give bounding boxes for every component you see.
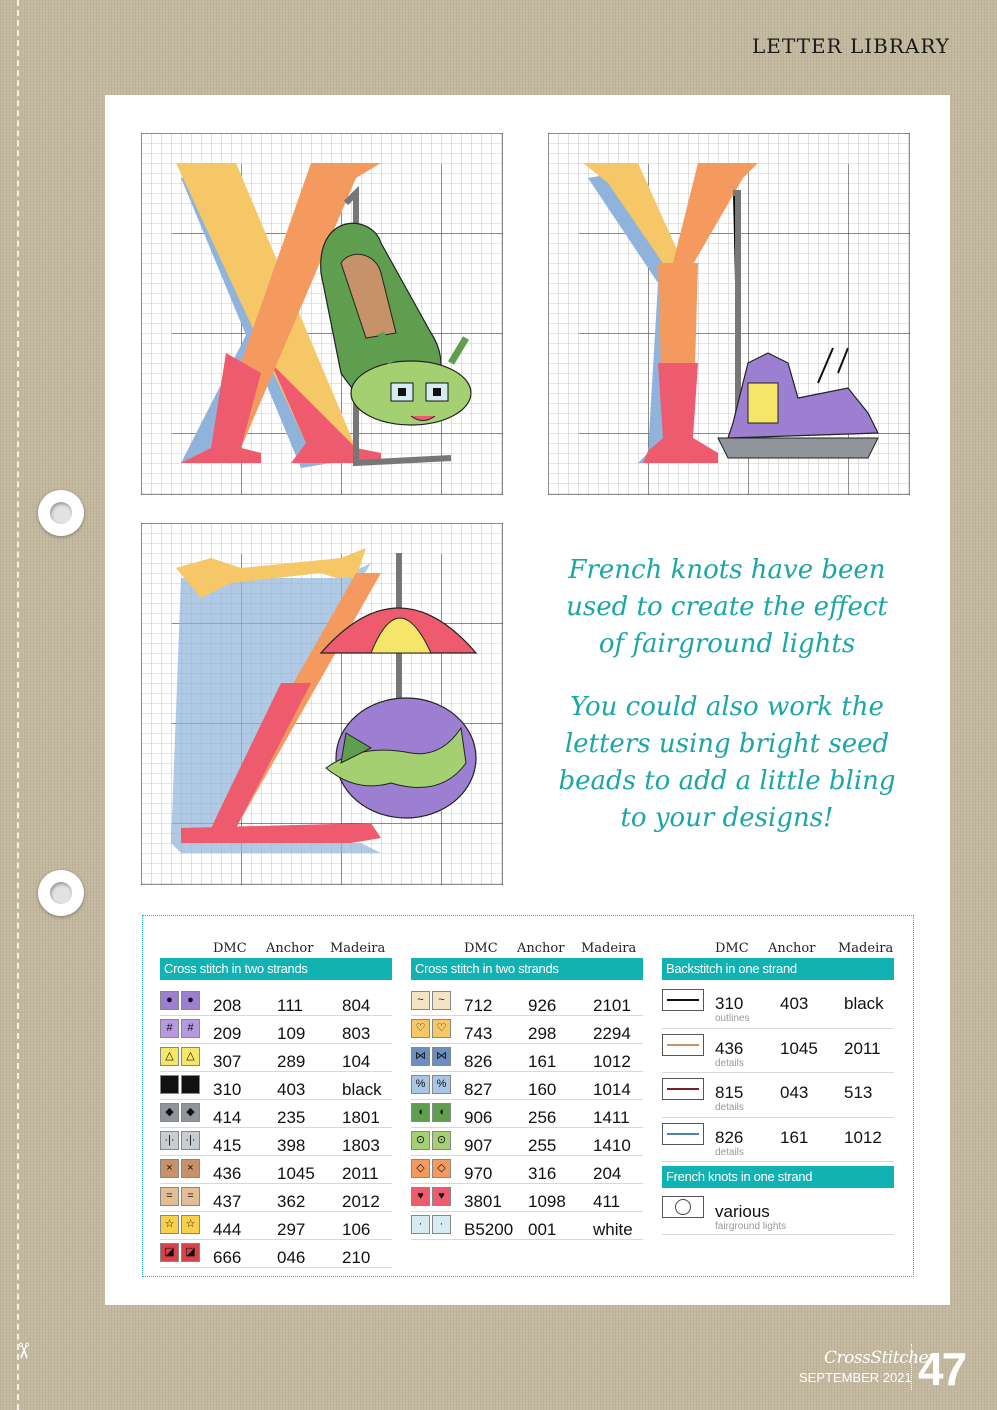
dmc-value: 436 bbox=[213, 1164, 242, 1183]
french-knot-row bbox=[662, 1188, 894, 1235]
backstitch-swatch bbox=[662, 1034, 704, 1056]
madeira-value: 804 bbox=[342, 996, 371, 1015]
madeira-value: 1410 bbox=[593, 1136, 631, 1155]
madeira-value: 2011 bbox=[844, 1038, 881, 1058]
key-row bbox=[411, 1016, 643, 1044]
page-number: 47 bbox=[918, 1343, 966, 1395]
symbol-swatch: ● ● bbox=[160, 1075, 200, 1092]
symbol-swatch: = = bbox=[160, 1187, 200, 1204]
madeira-value: black bbox=[342, 1080, 382, 1099]
madeira-value: 1803 bbox=[342, 1136, 380, 1155]
anchor-value: 926 bbox=[528, 996, 557, 1015]
madeira-value: 1012 bbox=[844, 1127, 882, 1147]
key-row bbox=[160, 988, 392, 1016]
french-knot-swatch bbox=[662, 1196, 704, 1218]
dmc-value: 208 bbox=[213, 996, 242, 1015]
madeira-value: 2012 bbox=[342, 1192, 380, 1211]
french-knot-title: French knots in one strand bbox=[662, 1166, 894, 1188]
symbol-swatch: ~ ~ bbox=[411, 991, 451, 1008]
dmc-value: 307 bbox=[213, 1052, 242, 1071]
madeira-value: black bbox=[844, 994, 884, 1013]
backstitch-row bbox=[662, 1073, 894, 1118]
anchor-value: 403 bbox=[277, 1080, 306, 1099]
anchor-value: 001 bbox=[528, 1220, 557, 1239]
dmc-value: 970 bbox=[464, 1164, 493, 1183]
key-row bbox=[411, 1184, 643, 1212]
symbol-swatch: ♥ ♥ bbox=[411, 1187, 451, 1204]
dmc-value: 310 bbox=[715, 994, 744, 1013]
dmc-value: 815 bbox=[715, 1083, 744, 1102]
madeira-value: 2294 bbox=[593, 1024, 631, 1043]
dmc-value: 437 bbox=[213, 1192, 242, 1211]
tip-text bbox=[552, 552, 902, 863]
anchor-value: 297 bbox=[277, 1220, 306, 1239]
header-dmc: DMC bbox=[213, 941, 247, 956]
key-row bbox=[160, 1212, 392, 1240]
dmc-value: 907 bbox=[464, 1136, 493, 1155]
symbol-swatch: # # bbox=[160, 1019, 200, 1036]
madeira-value: 106 bbox=[342, 1220, 371, 1239]
key-row bbox=[411, 1100, 643, 1128]
header-anchor: Anchor bbox=[517, 941, 565, 956]
key-column-3 bbox=[662, 939, 894, 1235]
magazine-brand: CrossStitcher bbox=[824, 1348, 936, 1368]
dmc-value: 3801 bbox=[464, 1192, 502, 1211]
anchor-value: 111 bbox=[277, 996, 303, 1015]
backstitch-swatch bbox=[662, 1123, 704, 1145]
madeira-value: 513 bbox=[844, 1083, 873, 1102]
key-column-2 bbox=[411, 939, 643, 1240]
anchor-value: 046 bbox=[277, 1248, 306, 1267]
key-row bbox=[160, 1044, 392, 1072]
anchor-value: 1098 bbox=[528, 1192, 566, 1211]
madeira-value: 2011 bbox=[342, 1164, 379, 1183]
symbol-swatch: △ △ bbox=[160, 1047, 200, 1064]
anchor-value: 256 bbox=[528, 1108, 557, 1127]
anchor-value: 160 bbox=[528, 1080, 557, 1099]
header-dmc: DMC bbox=[464, 941, 498, 956]
header-anchor: Anchor bbox=[266, 941, 314, 956]
french-knot-label: various bbox=[715, 1202, 770, 1221]
key-title: Cross stitch in two strands bbox=[160, 958, 392, 980]
issue-date: SEPTEMBER 2021 bbox=[799, 1370, 912, 1385]
anchor-value: 1045 bbox=[277, 1164, 315, 1183]
footer-divider bbox=[911, 1344, 912, 1390]
key-row bbox=[160, 1156, 392, 1184]
anchor-value: 161 bbox=[780, 1127, 809, 1147]
key-column-1 bbox=[160, 939, 392, 1268]
binder-hole bbox=[38, 870, 84, 916]
dmc-value: 826 bbox=[464, 1052, 493, 1071]
symbol-swatch: · · bbox=[411, 1215, 451, 1232]
anchor-value: 161 bbox=[528, 1052, 557, 1071]
symbol-swatch: ⊙ ⊙ bbox=[411, 1131, 451, 1148]
key-row bbox=[160, 1240, 392, 1268]
backstitch-row bbox=[662, 1118, 894, 1163]
key-row bbox=[160, 1184, 392, 1212]
chart-letter-x bbox=[141, 133, 503, 495]
key-row bbox=[411, 988, 643, 1016]
anchor-value: 298 bbox=[528, 1024, 557, 1043]
key-row bbox=[160, 1016, 392, 1044]
anchor-value: 255 bbox=[528, 1136, 557, 1155]
madeira-value: white bbox=[593, 1220, 633, 1239]
anchor-value: 043 bbox=[780, 1083, 809, 1102]
header-madeira: Madeira bbox=[330, 941, 386, 956]
scissors-icon: ✂ bbox=[11, 1341, 37, 1361]
backstitch-row bbox=[662, 984, 894, 1029]
backstitch-row bbox=[662, 1029, 894, 1074]
dmc-value: 906 bbox=[464, 1108, 493, 1127]
chart-letter-z bbox=[141, 523, 503, 885]
header-madeira: Madeira bbox=[581, 941, 637, 956]
madeira-value: 204 bbox=[593, 1164, 622, 1183]
key-title: Cross stitch in two strands bbox=[411, 958, 643, 980]
dmc-value: 414 bbox=[213, 1108, 242, 1127]
dmc-value: 743 bbox=[464, 1024, 493, 1043]
dmc-value: 310 bbox=[213, 1080, 242, 1099]
dmc-value: 444 bbox=[213, 1220, 242, 1239]
dmc-value: 436 bbox=[715, 1038, 744, 1058]
madeira-value: 1012 bbox=[593, 1052, 631, 1071]
symbol-swatch: ·|· ·|· bbox=[160, 1131, 200, 1148]
backstitch-swatch bbox=[662, 989, 704, 1011]
symbol-swatch: ⋈ ⋈ bbox=[411, 1047, 451, 1064]
symbol-swatch: ● ● bbox=[160, 991, 200, 1008]
anchor-value: 1045 bbox=[780, 1038, 818, 1058]
anchor-value: 362 bbox=[277, 1192, 306, 1211]
symbol-swatch: ♡ ♡ bbox=[411, 1019, 451, 1036]
key-row bbox=[411, 1072, 643, 1100]
header-dmc: DMC bbox=[715, 941, 749, 956]
thread-key bbox=[142, 915, 914, 1277]
tip-line-1: French knots have been used to create the effect of fairground lights bbox=[566, 555, 888, 659]
cut-line bbox=[17, 0, 19, 1410]
key-row bbox=[160, 1128, 392, 1156]
column-headers bbox=[411, 939, 643, 957]
section-title: LETTER LIBRARY bbox=[752, 34, 950, 58]
binder-hole bbox=[38, 490, 84, 536]
anchor-value: 316 bbox=[528, 1164, 557, 1183]
header-madeira: Madeira bbox=[838, 941, 894, 956]
symbol-swatch: ◪ ◪ bbox=[160, 1243, 200, 1260]
anchor-value: 109 bbox=[277, 1024, 306, 1043]
backstitch-note: outlines bbox=[715, 1013, 750, 1024]
madeira-value: 411 bbox=[593, 1192, 621, 1211]
madeira-value: 1801 bbox=[342, 1108, 380, 1127]
backstitch-note: details bbox=[715, 1146, 744, 1158]
column-headers bbox=[160, 939, 392, 957]
column-headers bbox=[662, 939, 894, 957]
madeira-value: 2101 bbox=[593, 996, 631, 1015]
madeira-value: 1411 bbox=[593, 1108, 630, 1127]
dmc-value: 827 bbox=[464, 1080, 493, 1099]
madeira-value: 803 bbox=[342, 1024, 371, 1043]
anchor-value: 235 bbox=[277, 1108, 306, 1127]
key-row bbox=[411, 1128, 643, 1156]
backstitch-swatch bbox=[662, 1078, 704, 1100]
backstitch-note: details bbox=[715, 1057, 744, 1069]
key-title: Backstitch in one strand bbox=[662, 958, 894, 980]
symbol-swatch: ◆ ◆ bbox=[160, 1103, 200, 1120]
dmc-value: 826 bbox=[715, 1127, 744, 1147]
header-anchor: Anchor bbox=[768, 941, 816, 956]
french-knot-note: fairground lights bbox=[715, 1221, 787, 1232]
anchor-value: 289 bbox=[277, 1052, 306, 1071]
dmc-value: 415 bbox=[213, 1136, 242, 1155]
anchor-value: 403 bbox=[780, 994, 809, 1013]
madeira-value: 210 bbox=[342, 1248, 371, 1267]
key-row bbox=[411, 1212, 643, 1240]
key-row bbox=[160, 1072, 392, 1100]
symbol-swatch: ☆ ☆ bbox=[160, 1215, 200, 1232]
symbol-swatch: × × bbox=[160, 1159, 200, 1176]
symbol-swatch: % % bbox=[411, 1075, 451, 1092]
dmc-value: 209 bbox=[213, 1024, 242, 1043]
symbol-swatch: ◖ ◖ bbox=[411, 1103, 451, 1120]
dmc-value: 666 bbox=[213, 1248, 242, 1267]
tip-line-2: You could also work the letters using bright seed beads to add a little bling to your designs! bbox=[558, 692, 896, 833]
chart-letter-y bbox=[548, 133, 910, 495]
dmc-value: 712 bbox=[464, 996, 493, 1015]
madeira-value: 1014 bbox=[593, 1080, 631, 1099]
key-row bbox=[411, 1044, 643, 1072]
symbol-swatch: ◇ ◇ bbox=[411, 1159, 451, 1176]
key-row bbox=[160, 1100, 392, 1128]
key-row bbox=[411, 1156, 643, 1184]
dmc-value: B5200 bbox=[464, 1220, 514, 1239]
madeira-value: 104 bbox=[342, 1052, 371, 1071]
anchor-value: 398 bbox=[277, 1136, 306, 1155]
backstitch-note: details bbox=[715, 1102, 744, 1113]
